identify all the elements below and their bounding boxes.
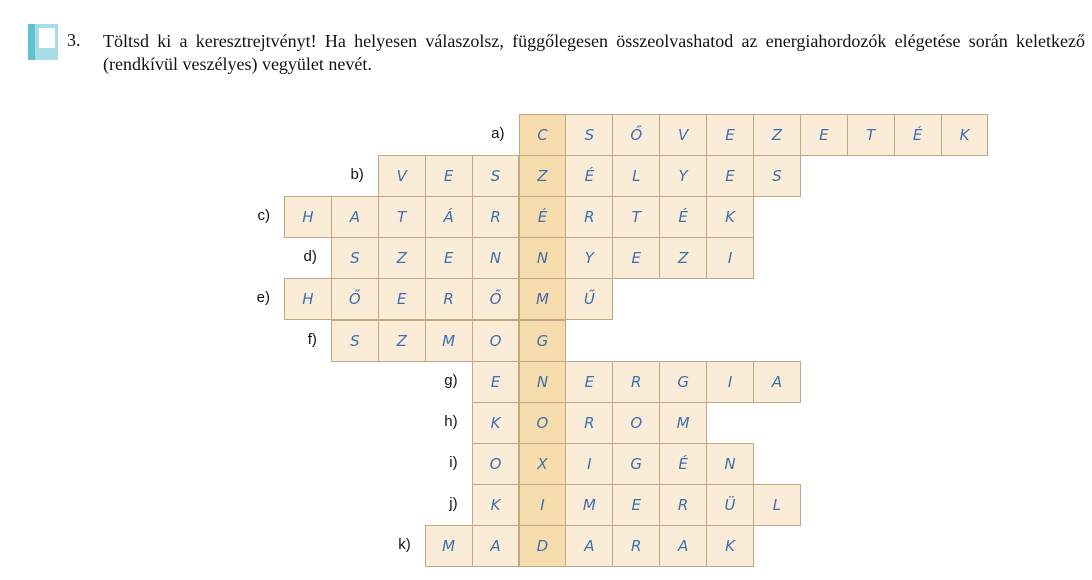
crossword-cell[interactable]	[659, 237, 707, 279]
cell-letter: V	[396, 167, 407, 186]
cell-letter: Ő	[348, 290, 361, 309]
cell-letter: V	[678, 126, 689, 145]
cell-letter: S	[772, 167, 782, 186]
crossword-cell[interactable]	[612, 155, 660, 197]
crossword-cell[interactable]	[425, 237, 473, 279]
cell-letter: N	[536, 372, 549, 391]
cell-letter: I	[727, 249, 733, 268]
crossword-cell[interactable]	[565, 443, 613, 485]
crossword-cell[interactable]	[659, 525, 707, 567]
cell-letter: I	[587, 454, 592, 473]
crossword-cell[interactable]	[659, 443, 707, 485]
crossword-cell[interactable]	[941, 114, 989, 156]
crossword-key-cell[interactable]	[519, 196, 567, 238]
crossword-key-cell[interactable]	[519, 237, 567, 279]
cell-letter: Z	[771, 126, 783, 145]
cell-letter: K	[725, 208, 735, 227]
cell-letter: S	[490, 167, 501, 186]
crossword-cell[interactable]	[706, 525, 754, 567]
cell-letter: H	[302, 208, 314, 227]
crossword-cell[interactable]	[378, 278, 426, 320]
crossword-cell[interactable]	[706, 155, 754, 197]
task-number: 3.	[67, 30, 81, 50]
cell-letter: M	[442, 331, 456, 350]
cell-letter: É	[537, 208, 548, 227]
cell-letter: E	[397, 290, 407, 309]
crossword-cell[interactable]	[472, 361, 520, 403]
crossword-key-cell[interactable]	[519, 525, 567, 567]
crossword-cell[interactable]	[706, 484, 754, 526]
cell-letter: T	[397, 208, 407, 227]
cell-letter: É	[584, 167, 595, 186]
crossword-cell[interactable]	[565, 114, 613, 156]
crossword-cell[interactable]	[472, 320, 520, 362]
cell-letter: G	[630, 454, 643, 473]
crossword-cell[interactable]	[331, 320, 379, 362]
crossword-cell[interactable]	[706, 114, 754, 156]
cell-letter: Ü	[724, 495, 736, 514]
crossword-cell[interactable]	[565, 361, 613, 403]
crossword-cell[interactable]	[284, 196, 332, 238]
cell-letter: A	[490, 537, 501, 556]
cell-letter: R	[490, 208, 501, 227]
cell-letter: S	[584, 126, 595, 145]
cell-letter: E	[725, 167, 735, 186]
crossword-cell[interactable]	[706, 237, 754, 279]
crossword-cell[interactable]	[425, 320, 473, 362]
cell-letter: R	[584, 208, 595, 227]
cell-letter: K	[490, 413, 501, 432]
cell-letter: M	[582, 495, 596, 514]
crossword-cell[interactable]	[659, 361, 707, 403]
cell-letter: É	[678, 454, 688, 473]
crossword-cell[interactable]	[800, 114, 848, 156]
crossword-key-cell[interactable]	[519, 484, 567, 526]
crossword-cell[interactable]	[659, 114, 707, 156]
cell-letter: G	[677, 372, 689, 391]
crossword-key-cell[interactable]	[519, 320, 567, 362]
crossword-cell[interactable]	[331, 278, 379, 320]
crossword-cell[interactable]	[612, 525, 660, 567]
crossword-cell[interactable]	[565, 402, 613, 444]
crossword-cell[interactable]	[284, 278, 332, 320]
cell-letter: E	[819, 126, 829, 145]
crossword-cell[interactable]	[472, 237, 520, 279]
row-label: k)	[398, 536, 411, 553]
cell-letter: Z	[396, 331, 407, 350]
cell-letter: I	[540, 495, 545, 514]
cell-letter: S	[350, 249, 360, 268]
cell-letter: S	[350, 331, 360, 350]
cell-letter: N	[536, 249, 549, 268]
crossword-cell[interactable]	[378, 196, 426, 238]
crossword-cell[interactable]	[378, 155, 426, 197]
crossword-cell[interactable]	[706, 196, 754, 238]
crossword-cell[interactable]	[425, 525, 473, 567]
crossword-key-cell[interactable]	[519, 278, 567, 320]
cell-letter: O	[489, 331, 502, 350]
crossword-cell[interactable]	[425, 155, 473, 197]
cell-letter: R	[443, 290, 454, 309]
crossword-key-cell[interactable]	[519, 114, 567, 156]
row-label: c)	[257, 207, 270, 225]
crossword-key-cell[interactable]	[519, 361, 567, 403]
cell-letter: X	[537, 454, 548, 473]
cell-letter: Z	[677, 249, 689, 268]
crossword-cell[interactable]	[331, 196, 379, 238]
cell-letter: T	[866, 126, 876, 145]
cell-letter: D	[536, 537, 549, 556]
row-label: g)	[444, 371, 458, 389]
crossword-cell[interactable]	[378, 237, 426, 279]
cell-letter: Z	[537, 167, 548, 186]
cell-letter: E	[631, 495, 641, 514]
crossword-key-cell[interactable]	[519, 402, 567, 444]
crossword-cell[interactable]	[753, 484, 801, 526]
row-label: f)	[307, 330, 317, 348]
cell-letter: H	[302, 290, 314, 309]
cell-letter: Ű	[583, 290, 595, 309]
cell-letter: K	[490, 495, 501, 514]
crossword-cell[interactable]	[847, 114, 895, 156]
crossword-cell[interactable]	[753, 155, 801, 197]
cell-letter: A	[678, 537, 689, 556]
cell-letter: Ő	[489, 290, 502, 309]
cell-letter: M	[676, 413, 690, 432]
cell-letter: L	[632, 167, 641, 186]
cell-letter: A	[771, 372, 783, 391]
crossword-cell[interactable]	[472, 196, 520, 238]
crossword-cell[interactable]	[659, 196, 707, 238]
cell-letter: É	[678, 208, 688, 227]
cell-letter: E	[584, 372, 595, 391]
cell-letter: Y	[678, 167, 688, 186]
cell-letter: T	[631, 208, 641, 227]
cell-letter: K	[725, 537, 735, 556]
crossword-cell[interactable]	[612, 114, 660, 156]
cell-letter: E	[443, 249, 454, 268]
cell-letter: E	[725, 126, 735, 145]
crossword-cell[interactable]	[425, 196, 473, 238]
cell-letter: O	[489, 454, 502, 473]
crossword-cell[interactable]	[425, 278, 473, 320]
cell-letter: M	[442, 537, 456, 556]
crossword-cell[interactable]	[565, 196, 613, 238]
cell-letter: Ő	[630, 126, 643, 145]
cell-letter: C	[537, 126, 548, 145]
cell-letter: Z	[396, 249, 407, 268]
cell-letter: R	[584, 413, 595, 432]
cell-letter: R	[631, 537, 642, 556]
cell-letter: N	[489, 249, 502, 268]
crossword-cell[interactable]	[612, 361, 660, 403]
crossword-cell[interactable]	[706, 443, 754, 485]
crossword-cell[interactable]	[472, 443, 520, 485]
crossword-cell[interactable]	[894, 114, 942, 156]
cell-letter: G	[536, 331, 549, 350]
crossword-cell[interactable]	[565, 484, 613, 526]
row-label: e)	[256, 289, 270, 307]
row-label: h)	[444, 412, 458, 430]
crossword-cell[interactable]	[659, 402, 707, 444]
crossword-cell[interactable]	[565, 237, 613, 279]
row-label: i)	[449, 453, 458, 471]
cell-letter: E	[631, 249, 641, 268]
crossword-cell[interactable]	[565, 278, 613, 320]
cell-letter: E	[443, 167, 454, 186]
row-label: b)	[350, 166, 364, 184]
crossword-cell[interactable]	[659, 155, 707, 197]
crossword-cell[interactable]	[753, 361, 801, 403]
cell-letter: M	[535, 290, 549, 309]
cell-letter: O	[536, 413, 549, 432]
crossword-cell[interactable]	[565, 525, 613, 567]
crossword-cell[interactable]	[472, 484, 520, 526]
cell-letter: R	[631, 372, 642, 391]
cell-letter: E	[490, 372, 501, 391]
cell-letter: A	[349, 208, 360, 227]
cell-letter: Y	[584, 249, 594, 268]
crossword-cell[interactable]	[472, 155, 520, 197]
cell-letter: L	[772, 495, 782, 514]
crossword-cell[interactable]	[331, 237, 379, 279]
crossword-key-cell[interactable]	[519, 155, 567, 197]
cell-letter: I	[727, 372, 733, 391]
cell-letter: N	[724, 454, 736, 473]
crossword-cell[interactable]	[612, 237, 660, 279]
cell-letter: O	[630, 413, 643, 432]
crossword-cell[interactable]	[612, 484, 660, 526]
row-label: j)	[449, 494, 458, 512]
crossword-cell[interactable]	[612, 196, 660, 238]
cell-letter: K	[959, 126, 970, 145]
crossword-cell[interactable]	[472, 525, 520, 567]
crossword-cell[interactable]	[706, 361, 754, 403]
row-label: a)	[491, 125, 505, 142]
cell-letter: A	[584, 537, 595, 556]
crossword-cell[interactable]	[659, 484, 707, 526]
crossword-cell[interactable]	[753, 114, 801, 156]
cell-letter: É	[912, 126, 923, 145]
crossword-key-cell[interactable]	[519, 443, 567, 485]
cell-letter: R	[677, 495, 689, 514]
crossword-cell[interactable]	[472, 278, 520, 320]
crossword-cell[interactable]	[378, 320, 426, 362]
row-label: d)	[303, 248, 317, 266]
crossword-cell[interactable]	[565, 155, 613, 197]
cell-letter: Á	[443, 208, 454, 227]
task-instructions: Töltsd ki a keresztrejtvényt! Ha helyesen válaszolsz, függőlegesen összeolvashatod az energiahordozók elégetése során keletkező (rendkívül veszélyes) vegyület nevét.	[103, 31, 1085, 74]
crossword-cell[interactable]	[472, 402, 520, 444]
crossword-cell[interactable]	[612, 402, 660, 444]
crossword-cell[interactable]	[612, 443, 660, 485]
